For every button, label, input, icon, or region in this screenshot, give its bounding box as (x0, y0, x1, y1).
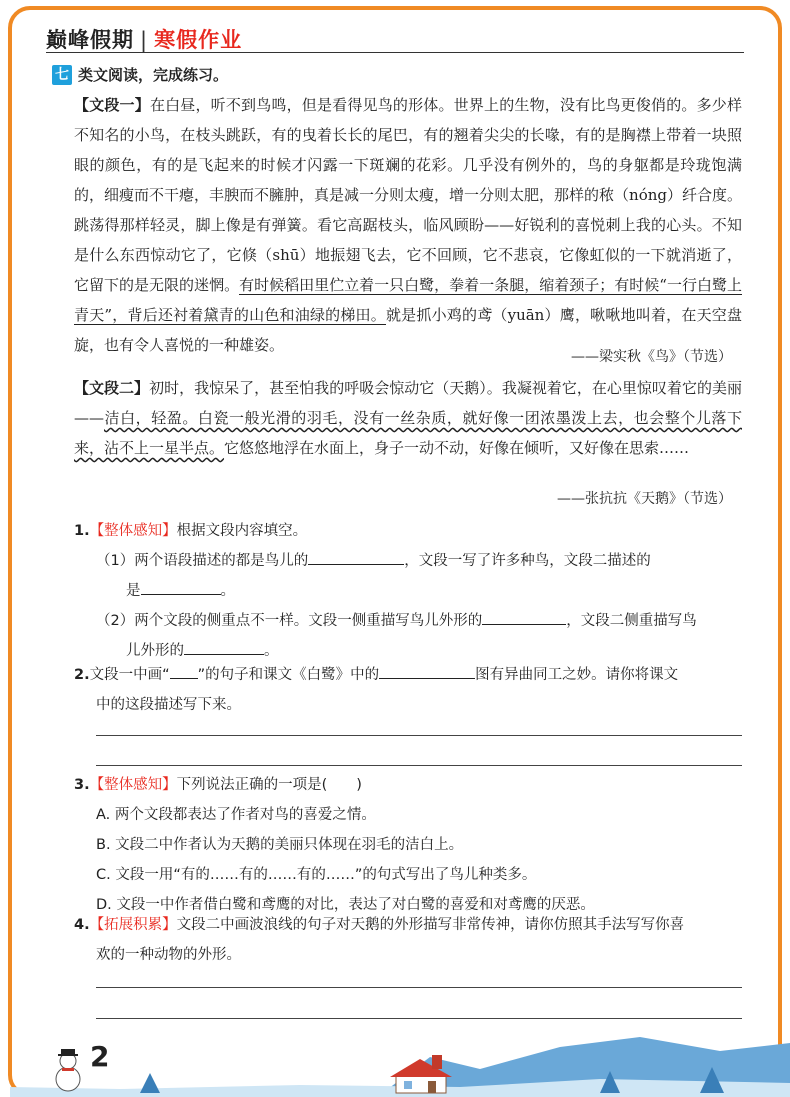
passage-two-ending: 它悠悠地浮在水面上，身子一动不动，好像在倾听，又好像在思索…… (224, 439, 690, 457)
q3-option-b[interactable]: B. 文段二中作者认为天鹅的美丽只体现在羽毛的洁白上。 (96, 837, 464, 853)
q2-number: 2. (74, 667, 90, 683)
q4-text-a: 文段二中画波浪线的句子对天鹅的外形描写非常传神，请你仿照其手法写写你喜 (176, 917, 685, 933)
q4-number: 4. (74, 917, 90, 933)
q4-tag: 【拓展积累】 (89, 917, 177, 933)
header-divider (46, 52, 744, 53)
q2-text-d: 中的这段描述写下来。 (96, 697, 241, 713)
book-subtitle: 寒假作业 (154, 28, 243, 52)
q1-sub1-text-b: ，文段一写了许多种鸟，文段二描述的 (404, 553, 651, 569)
q2-blank-mark[interactable] (170, 662, 198, 679)
q1-blank-4[interactable] (184, 638, 264, 655)
question-4 (74, 910, 742, 970)
page-number: 2 (90, 1040, 110, 1073)
q3-option-a[interactable]: A. 两个文段都表达了作者对鸟的喜爱之情。 (96, 807, 376, 823)
q1-tag: 【整体感知】 (89, 523, 177, 539)
q1-sub2-text-b: ，文段二侧重描写鸟 (566, 613, 697, 629)
q3-option-c[interactable]: C. 文段一用“有的……有的……有的……”的句式写出了鸟儿种类多。 (96, 867, 537, 883)
q1-text: 根据文段内容填空。 (176, 523, 308, 539)
passage-one-source: ——梁实秋《鸟》（节选） (571, 349, 732, 365)
snowman-icon (56, 1049, 80, 1091)
q2-text-c: 图有异曲同工之妙。请你将课文 (475, 667, 679, 683)
question-3 (74, 770, 742, 920)
section-number: 七 (52, 65, 72, 85)
q2-answer-line-1[interactable] (96, 735, 742, 736)
q2-text-a: 文段一中画“ (89, 667, 170, 683)
q1-sub1-text: （1）两个语段描述的都是鸟儿的 (96, 553, 309, 569)
section-heading (52, 64, 228, 85)
passage-one-underlined: 有时候稻田里伫立着一只白鹭，拳着一条腿，缩着颈子；有时候“一行白鹭上青天”，背后还衬着黛青的山色和油绿的梯田。 (74, 276, 742, 324)
q2-blank-image[interactable] (379, 662, 475, 679)
section-title: 类文阅读，完成练习。 (78, 66, 229, 84)
passage-one-ending: 就是抓小鸡的鸢（yuān）鹰，啾啾地叫着，在天空盘旋，也有令人喜悦的一种雄姿。 (74, 306, 742, 354)
passage-one (74, 90, 742, 360)
passage-two-label: 【文段二】 (74, 379, 150, 397)
q1-number: 1. (74, 523, 90, 539)
header-separator: | (140, 28, 149, 52)
q3-text: 下列说法正确的一项是( ) (176, 777, 362, 793)
q2-answer-line-2[interactable] (96, 765, 742, 766)
question-1 (74, 516, 742, 666)
passage-two-wavy: 洁白，轻盈。白瓷一般光滑的羽毛，没有一丝杂质，就好像一团浓墨泼上去，也会整个儿落下来，沾不上一星半点。 (74, 409, 742, 457)
q4-text-b: 欢的一种动物的外形。 (96, 947, 241, 963)
q3-tag: 【整体感知】 (89, 777, 177, 793)
q1-sub2-text-d: 。 (264, 643, 279, 659)
q1-blank-2[interactable] (141, 578, 221, 595)
question-2 (74, 660, 742, 720)
passage-two (74, 373, 742, 463)
q3-option-d[interactable]: D. 文段一中作者借白鹭和鸢鹰的对比，表达了对白鹭的喜爱和对鸢鹰的厌恶。 (96, 897, 595, 913)
passage-two-source: ——张抗抗《天鹅》（节选） (557, 491, 732, 507)
q1-sub1-text-d: 。 (220, 583, 235, 599)
q2-text-b: ”的句子和课文《白鹭》中的 (197, 667, 380, 683)
winter-scene-footer (0, 1017, 790, 1097)
q1-blank-3[interactable] (482, 608, 566, 625)
passage-one-text: 在白昼，听不到鸟鸣，但是看得见鸟的形体。世界上的生物，没有比鸟更俊俏的。多少样不知名的小鸟，在枝头跳跃，有的曳着长长的尾巴，有的翘着尖尖的长喙，有的是胸襟上带着一块照眼的颜色，有的是飞起来的时候才闪露一下斑斓的花彩。几乎没有例外的，鸟的身躯都是玲珑饱满的，细瘦而不干瘪，丰腴而不臃肿，真是减一分则太瘦，增一分则太肥，那样的秾（nóng）纤合度。跳荡得那样轻灵，脚上像是有弹簧。看它高踞枝头，临风顾盼——好锐利的喜悦刺上我的心头。不知是什么东西惊动它了，它倏（shū）地振翅飞去，它不回顾，它不悲哀，它像虹似的一下就消逝了，它留下的是无限的迷惘。 (74, 96, 742, 294)
q1-sub2-text: （2）两个文段的侧重点不一样。文段一侧重描写鸟儿外形的 (96, 613, 483, 629)
page-header (46, 24, 242, 54)
q1-sub1-text-c: 是 (126, 583, 141, 599)
q4-answer-line-1[interactable] (96, 987, 742, 988)
passage-one-label: 【文段一】 (74, 96, 150, 114)
q3-number: 3. (74, 777, 90, 793)
q1-blank-1[interactable] (308, 548, 404, 565)
book-title: 巅峰假期 (46, 28, 134, 52)
q1-sub2-text-c: 儿外形的 (126, 643, 184, 659)
passage-two-text: 初时，我惊呆了，甚至怕我的呼吸会惊动它（天鹅）。我凝视着它，在心里惊叹着它的美丽—— (74, 379, 742, 427)
